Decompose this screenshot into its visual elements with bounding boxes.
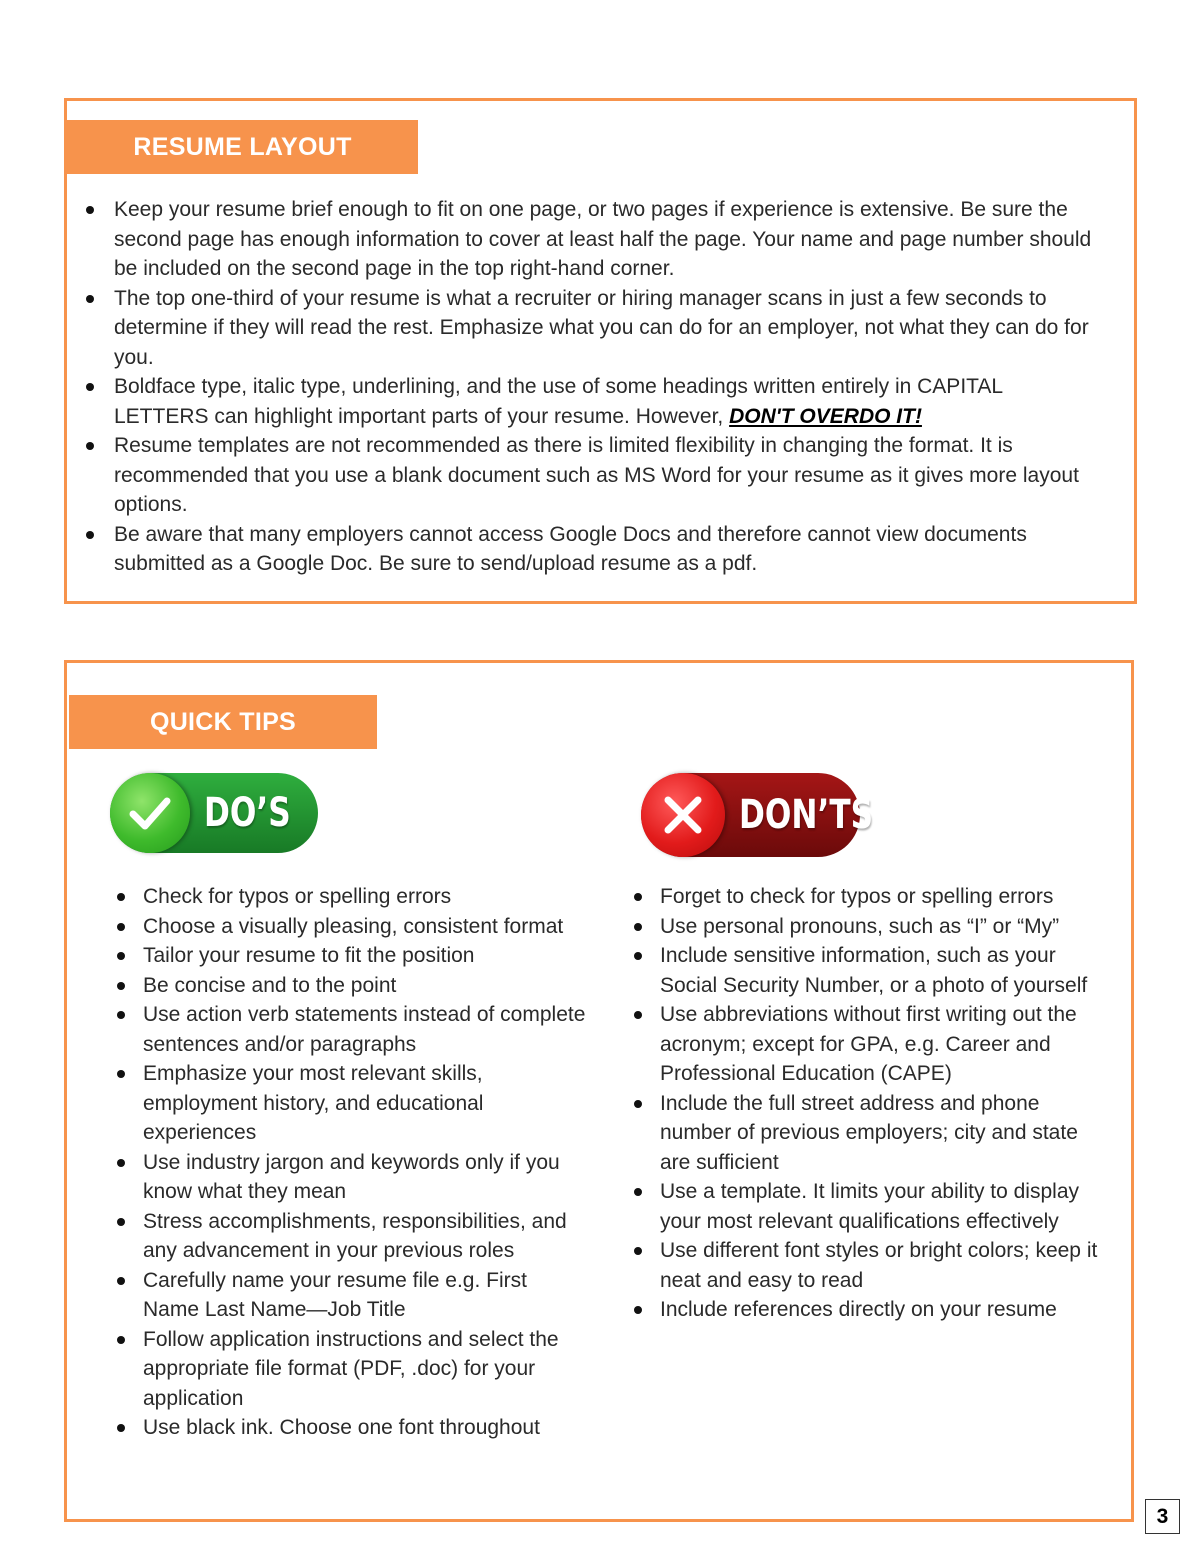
dos-list [117, 882, 587, 1443]
quick-tips-section [64, 660, 1134, 1522]
list-item: Be concise and to the point [117, 971, 587, 1001]
list-item: Use black ink. Choose one font throughout [117, 1413, 587, 1443]
resume-layout-heading: RESUME LAYOUT [67, 120, 418, 174]
dos-badge [110, 773, 318, 853]
list-item: Use action verb statements instead of complete sentences and/or paragraphs [117, 1000, 587, 1059]
donts-badge [641, 773, 874, 857]
list-item: Use different font styles or bright colors; keep it neat and easy to read [634, 1236, 1104, 1295]
list-item: The top one-third of your resume is what a recruiter or hiring manager scans in just a few seconds to determine if they will read the rest. Emphasize what you can do for an employer, not what they can do for you. [86, 284, 1101, 373]
list-item [86, 372, 1101, 431]
list-item: Resume templates are not recommended as there is limited flexibility in changing the format. It is recommended that you use a blank document such as MS Word for your resume as it gives more layout options. [86, 431, 1101, 520]
list-item: Tailor your resume to fit the position [117, 941, 587, 971]
list-item: Use industry jargon and keywords only if you know what they mean [117, 1148, 587, 1207]
page-number: 3 [1145, 1499, 1180, 1534]
dos-label: DO’S [204, 790, 291, 836]
list-item: Use personal pronouns, such as “I” or “My” [634, 912, 1104, 942]
list-item: Use a template. It limits your ability to display your most relevant qualifications effectively [634, 1177, 1104, 1236]
list-item: Include the full street address and phone number of previous employers; city and state are sufficient [634, 1089, 1104, 1178]
list-item: Include references directly on your resume [634, 1295, 1104, 1325]
resume-layout-section [64, 98, 1137, 604]
donts-label: DON’TS [739, 792, 874, 838]
list-item-text: Boldface type, italic type, underlining, and the use of some headings written entirely in CAPITAL LETTERS can highlight important parts of your resume. However, [114, 375, 1003, 428]
checkmark-icon [110, 773, 190, 853]
list-item: Check for typos or spelling errors [117, 882, 587, 912]
list-item: Stress accomplishments, responsibilities, and any advancement in your previous roles [117, 1207, 587, 1266]
list-item: Carefully name your resume file e.g. First Name Last Name—Job Title [117, 1266, 587, 1325]
list-item: Emphasize your most relevant skills, employment history, and educational experiences [117, 1059, 587, 1148]
resume-layout-list [86, 195, 1101, 579]
quick-tips-heading: QUICK TIPS [69, 695, 377, 749]
list-item: Be aware that many employers cannot access Google Docs and therefore cannot view documents submitted as a Google Doc. Be sure to send/upload resume as a pdf. [86, 520, 1101, 579]
list-item: Keep your resume brief enough to fit on one page, or two pages if experience is extensive. Be sure the second page has enough information to cover at least half the page. Your name and page number should be included on the second page in the top right-hand corner. [86, 195, 1101, 284]
list-item: Follow application instructions and select the appropriate file format (PDF, .doc) for your application [117, 1325, 587, 1414]
overdo-emphasis: DON'T OVERDO IT! [729, 404, 922, 428]
list-item: Forget to check for typos or spelling errors [634, 882, 1104, 912]
donts-list [634, 882, 1104, 1325]
x-mark-icon [641, 773, 725, 857]
list-item: Include sensitive information, such as your Social Security Number, or a photo of yourself [634, 941, 1104, 1000]
list-item: Choose a visually pleasing, consistent format [117, 912, 587, 942]
list-item: Use abbreviations without first writing out the acronym; except for GPA, e.g. Career and Professional Education (CAPE) [634, 1000, 1104, 1089]
